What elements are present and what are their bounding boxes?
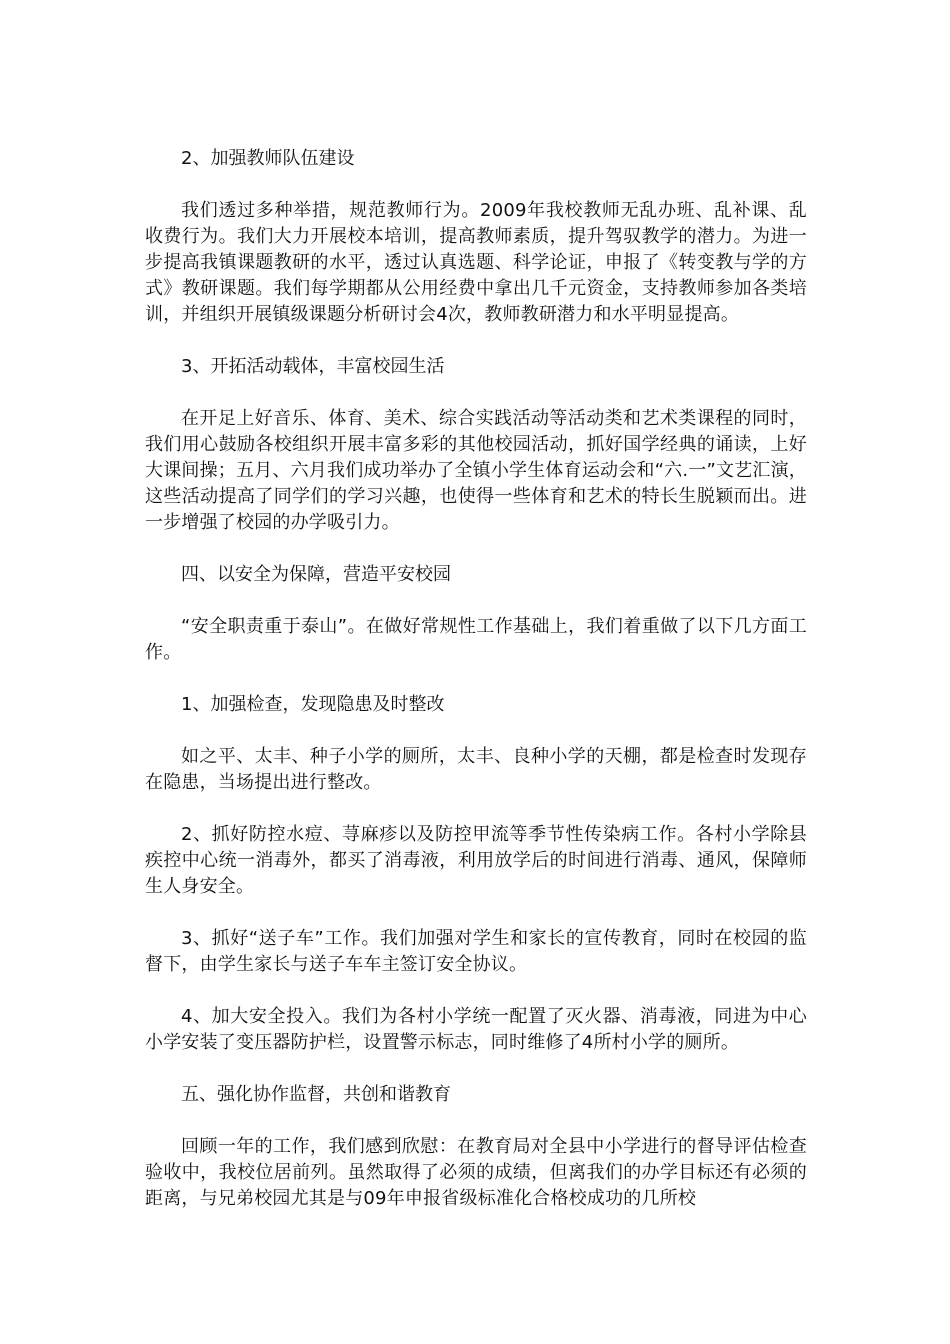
paragraph-inspection: 如之平、太丰、种子小学的厕所，太丰、良种小学的天棚，都是检查时发现存在隐患，当场提出进行整改。 [145,746,807,793]
paragraph-safety-investment: 4、加大安全投入。我们为各村小学统一配置了灭火器、消毒液，同进为中心小学安装了变压器防护栏，设置警示标志，同时维修了4所村小学的厕所。 [145,1006,807,1053]
section-heading-teacher-team: 2、加强教师队伍建设 [181,148,355,169]
section-heading-inspection: 1、加强检查，发现隐患及时整改 [181,694,445,715]
paragraph-school-bus: 3、抓好“送子车”工作。我们加强对学生和家长的宣传教育，同时在校园的监督下，由学生家长与送子车车主签订安全协议。 [145,928,807,975]
paragraph-campus-activities: 在开足上好音乐、体育、美术、综合实践活动等活动类和艺术类课程的同时，我们用心鼓励各校组织开展丰富多彩的其他校园活动，抓好国学经典的诵读，上好大课间操；五月、六月我们成功举办了全镇小学生体育运动会和“六.一”文艺汇演，这些活动提高了同学们的学习兴趣，也使得一些体育和艺术的特长生脱颖而出。进一步增强了校园的办学吸引力。 [145,408,807,533]
section-heading-safety: 四、以安全为保障，营造平安校园 [181,564,451,585]
paragraph-teacher-training: 我们透过多种举措，规范教师行为。2009年我校教师无乱办班、乱补课、乱收费行为。我们大力开展校本培训，提高教师素质，提升驾驭教学的潜力。为进一步提高我镇课题教研的水平，透过认真选题、科学论证，申报了《转变教与学的方式》教研课题。我们每学期都从公用经费中拿出几千元资金，支持教师参加各类培训，并组织开展镇级课题分析研讨会4次，教师教研潜力和水平明显提高。 [145,200,807,325]
section-heading-activities: 3、开拓活动载体，丰富校园生活 [181,356,445,377]
document-body [145,146,807,1238]
paragraph-safety-intro: “安全职责重于泰山”。在做好常规性工作基础上，我们着重做了以下几方面工作。 [145,616,807,663]
paragraph-review: 回顾一年的工作，我们感到欣慰：在教育局对全县中小学进行的督导评估检查验收中，我校位居前列。虽然取得了必须的成绩，但离我们的办学目标还有必须的距离，与兄弟校园尤其是与09年申报省级标准化合格校成功的几所校 [145,1136,807,1209]
section-heading-cooperation: 五、强化协作监督，共创和谐教育 [181,1084,451,1105]
paragraph-disease-control: 2、抓好防控水痘、荨麻疹以及防控甲流等季节性传染病工作。各村小学除县疾控中心统一消毒外，都买了消毒液，利用放学后的时间进行消毒、通风，保障师生人身安全。 [145,824,807,897]
